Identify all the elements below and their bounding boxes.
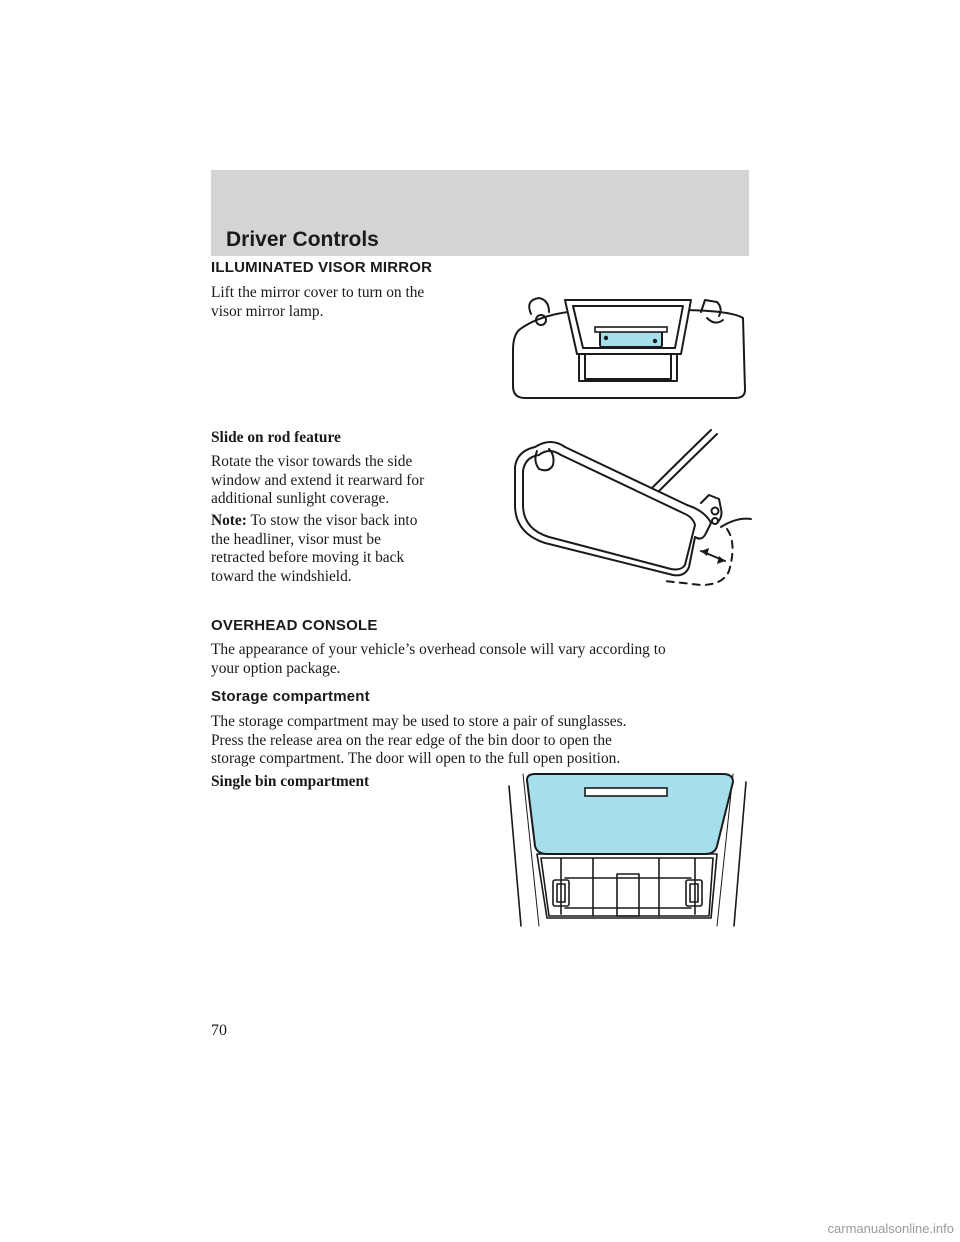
note-label: Note: (211, 512, 247, 529)
overhead-console-heading: OVERHEAD CONSOLE (211, 617, 378, 634)
visor-mirror-text: Lift the mirror cover to turn on the visor mirror lamp. (211, 284, 425, 320)
slide-rod-text: Rotate the visor towards the side window and extend it rearward for additional sunlight coverage. (211, 453, 425, 507)
slide-rod-illustration (505, 425, 755, 590)
slide-rod-heading: Slide on rod feature (211, 429, 341, 446)
overhead-console-text: The appearance of your vehicle’s overhead console will vary according to your option package. (211, 641, 666, 677)
page-number: 70 (211, 1022, 227, 1039)
watermark-text: carmanualsonline.info (827, 1221, 954, 1236)
storage-text: The storage compartment may be used to store a pair of sunglasses. Press the release area on the rear edge of the bin door to open the storage compartment. The door will open to the full open position. (211, 713, 627, 767)
section-title: Driver Controls (226, 228, 379, 251)
visor-mirror-heading: ILLUMINATED VISOR MIRROR (211, 259, 433, 276)
storage-heading: Storage compartment (211, 688, 370, 705)
overhead-console-illustration (505, 770, 750, 930)
slide-rod-note: Note: To stow the visor back into the headliner, visor must be retracted before moving it back toward the windshield. (211, 512, 418, 585)
header-band (211, 170, 749, 256)
visor-mirror-illustration (505, 290, 750, 410)
single-bin-label: Single bin compartment (211, 773, 370, 790)
